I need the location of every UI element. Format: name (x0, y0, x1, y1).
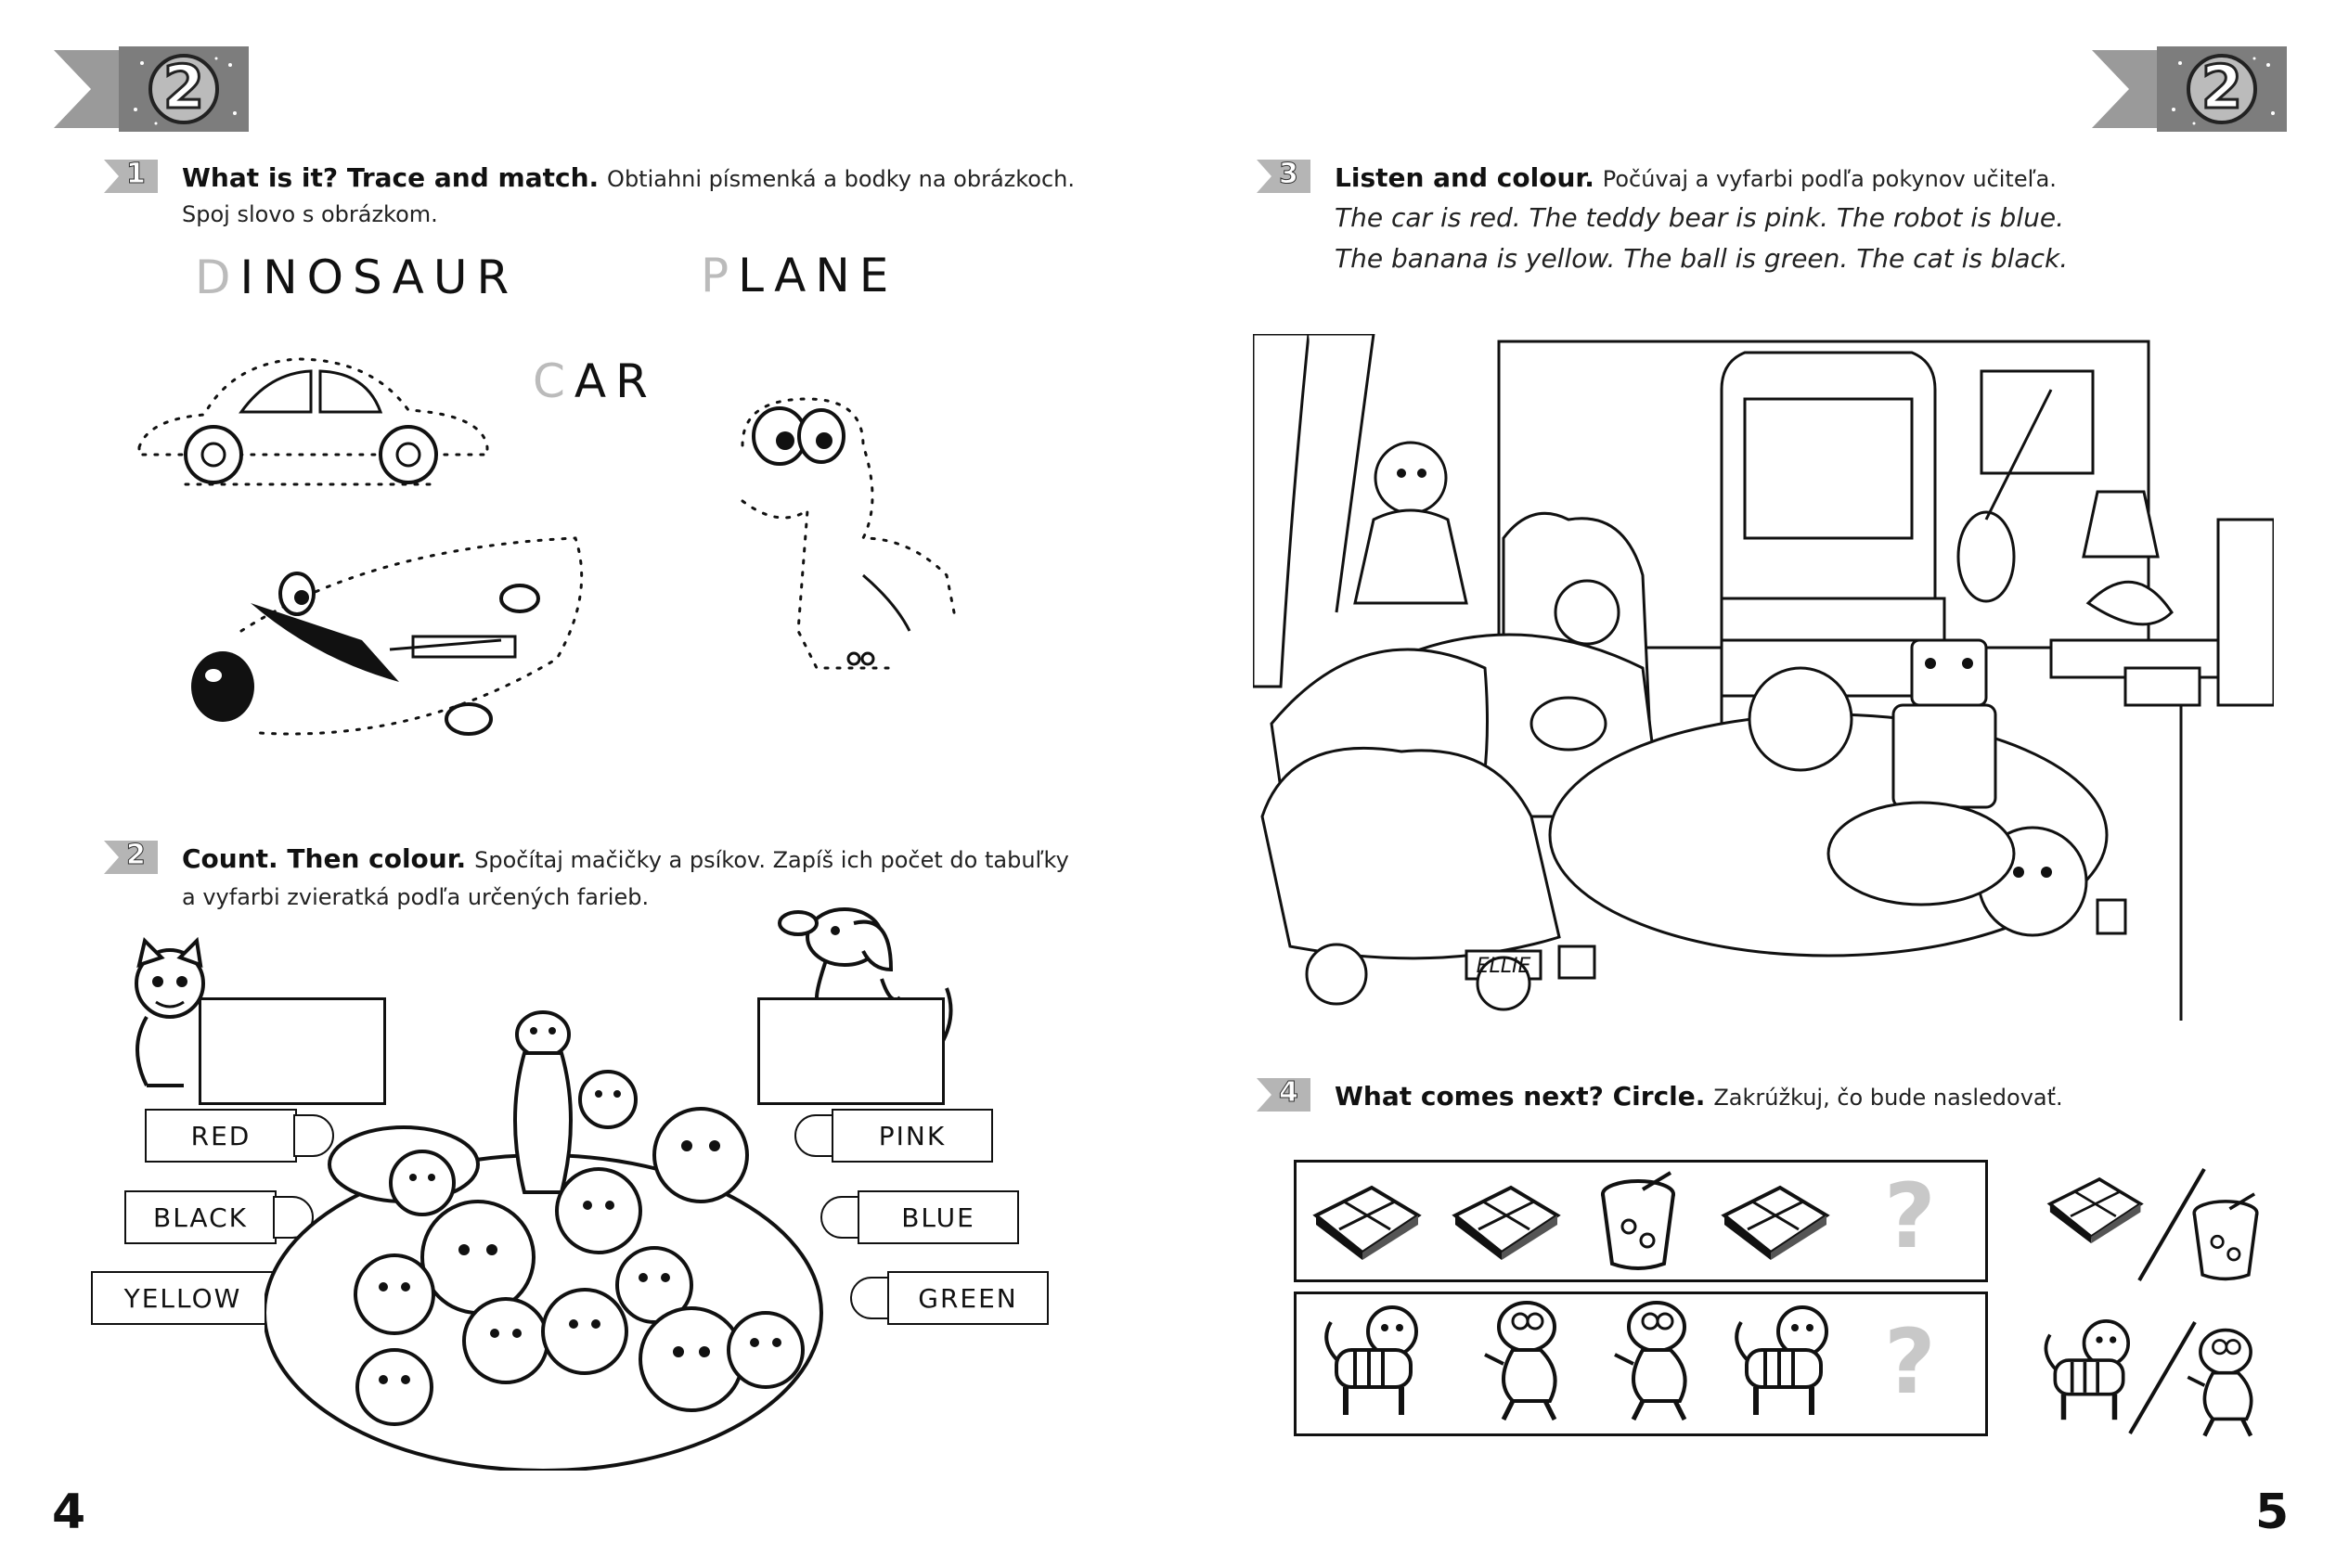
task-2-title-sk: Spočítaj mačičky a psíkov. Zapíš ich počet do tabuľky (474, 847, 1069, 873)
page-number-right: 5 (2255, 1484, 2290, 1540)
task-2-title-sk-line2: a vyfarbi zvieratká podľa určených farieb. (182, 884, 650, 910)
crayon-label: RED (145, 1109, 297, 1163)
task-4-title-en: What comes next? Circle. (1335, 1081, 1706, 1112)
dinosaur-picture (1476, 1299, 1578, 1424)
unit-banner-right (2092, 45, 2287, 134)
dotted-car-picture[interactable] (130, 345, 501, 503)
task-2-title (182, 841, 1069, 879)
trace-letter[interactable]: D (195, 251, 240, 304)
task-1-number: 1 (126, 158, 146, 190)
trace-letter[interactable]: P (701, 249, 739, 302)
word-rest: LANE (738, 249, 898, 302)
page-number-left: 4 (52, 1484, 86, 1540)
crayon-label: GREEN (887, 1271, 1049, 1325)
trace-word-dinosaur[interactable] (195, 251, 518, 304)
answer-choice-dinosaur[interactable] (2179, 1327, 2272, 1440)
crayon-label: YELLOW (91, 1271, 275, 1325)
chocolate-picture (1307, 1178, 1422, 1262)
task-3-instruction-line1: The car is red. The teddy bear is pink. The robot is blue. (1335, 202, 2064, 233)
tiger-picture (1728, 1304, 1839, 1420)
crayon-label: BLUE (858, 1190, 1019, 1244)
task-3-title-sk: Počúvaj a vyfarbi podľa pokynov učiteľa. (1602, 166, 2057, 192)
car-plate-text: ELLIE (1476, 955, 1531, 978)
task-2-number: 2 (126, 839, 146, 871)
question-mark-icon: ? (1884, 1310, 1936, 1414)
unit-number-left: 2 (162, 54, 205, 122)
trace-letter[interactable]: C (533, 354, 574, 408)
answer-choice-yogurt[interactable] (2188, 1192, 2263, 1283)
trace-word-plane[interactable] (701, 249, 897, 302)
unit-number-right: 2 (2200, 54, 2243, 122)
task-3-instruction-line2: The banana is yellow. The ball is green. The cat is black. (1335, 243, 2069, 274)
cats-and-dogs-pile-picture[interactable] (265, 1007, 840, 1471)
word-rest: AR (574, 354, 657, 408)
task-4-title-sk: Zakrúžkuj, čo bude nasledovať. (1713, 1085, 2063, 1111)
task-1-title-sk-line2: Spoj slovo s obrázkom. (182, 201, 438, 227)
task-1-title-en: What is it? Trace and match. (182, 162, 600, 193)
task-4-title (1335, 1078, 2063, 1116)
tiger-picture (1318, 1304, 1429, 1420)
task-3-title-en: Listen and colour. (1335, 162, 1594, 193)
bedroom-scene-picture[interactable] (1253, 334, 2274, 1030)
yogurt-picture (1596, 1171, 1680, 1273)
task-3-number: 3 (1279, 158, 1298, 190)
task-2-title-en: Count. Then colour. (182, 843, 467, 874)
task-1-title-sk: Obtiahni písmenká a bodky na obrázkoch. (607, 166, 1076, 192)
chocolate-picture (1715, 1178, 1830, 1262)
word-rest: INOSAUR (239, 251, 519, 304)
crayon-label: PINK (832, 1109, 993, 1163)
answer-choice-chocolate[interactable] (2042, 1171, 2144, 1245)
question-mark-icon: ? (1884, 1164, 1936, 1268)
dotted-dinosaur-picture[interactable] (724, 390, 993, 696)
unit-banner-left (54, 45, 249, 134)
crayon-green (850, 1271, 1047, 1325)
task-3-title (1335, 160, 2057, 198)
crayon-label: BLACK (124, 1190, 277, 1244)
task-1-title (182, 160, 1075, 198)
crayon-blue (820, 1190, 1017, 1244)
dotted-plane-picture[interactable] (186, 520, 613, 770)
dinosaur-picture (1606, 1299, 1708, 1424)
chocolate-picture (1446, 1178, 1561, 1262)
task-4-number: 4 (1279, 1076, 1298, 1109)
trace-word-car[interactable] (533, 354, 657, 408)
